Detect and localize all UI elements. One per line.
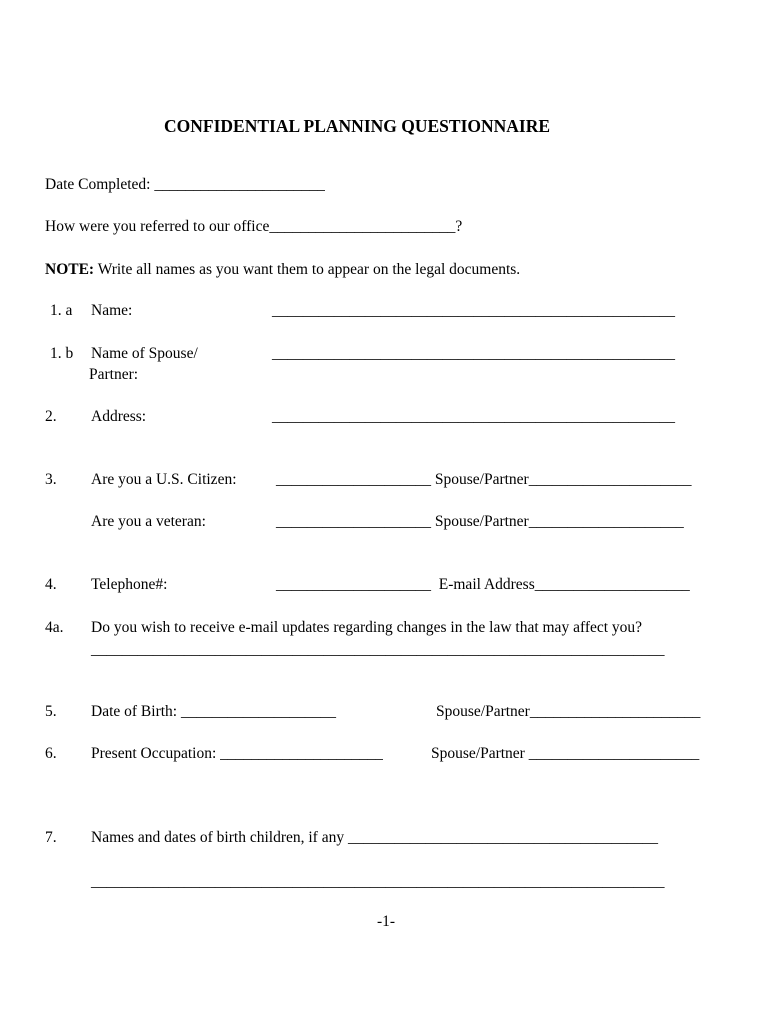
- citizen-label: Are you a U.S. Citizen:: [91, 471, 237, 488]
- page-title: CONFIDENTIAL PLANNING QUESTIONNAIRE: [164, 116, 551, 136]
- spouse-dob-field[interactable]: Spouse/Partner______________________: [436, 703, 701, 720]
- item-5-number: 5.: [45, 703, 57, 720]
- spouse-name-label: Name of Spouse/: [91, 345, 198, 362]
- referral-field[interactable]: How were you referred to our office________________________?: [45, 218, 463, 235]
- telephone-email-field[interactable]: ____________________ E-mail Address____________________: [276, 576, 690, 593]
- date-completed-field[interactable]: Date Completed: ______________________: [45, 176, 325, 193]
- children-field-cont[interactable]: __________________________________________________________________________: [91, 873, 665, 890]
- item-4a-number: 4a.: [45, 619, 64, 636]
- address-label: Address:: [91, 408, 147, 425]
- occupation-field[interactable]: Present Occupation: _____________________: [91, 745, 383, 762]
- item-1a-number: 1. a: [50, 302, 73, 319]
- item-2-number: 2.: [45, 408, 57, 425]
- address-field[interactable]: ____________________________________________________: [272, 408, 675, 425]
- spouse-name-label-cont: Partner:: [89, 366, 139, 383]
- veteran-label: Are you a veteran:: [91, 513, 206, 530]
- note-line: [45, 261, 520, 279]
- citizen-field[interactable]: ____________________ Spouse/Partner_____________________: [276, 471, 692, 488]
- item-4-number: 4.: [45, 576, 57, 593]
- item-7-number: 7.: [45, 829, 57, 846]
- page-number: -1-: [377, 913, 396, 930]
- dob-field[interactable]: Date of Birth: ____________________: [91, 703, 336, 720]
- item-3-number: 3.: [45, 471, 57, 488]
- veteran-field[interactable]: ____________________ Spouse/Partner____________________: [276, 513, 684, 530]
- telephone-label: Telephone#:: [91, 576, 168, 593]
- name-field[interactable]: ____________________________________________________: [272, 302, 675, 319]
- note-label: NOTE:: [45, 261, 95, 278]
- children-field[interactable]: Names and dates of birth children, if any ________________________________________: [91, 829, 658, 846]
- spouse-name-field[interactable]: ____________________________________________________: [272, 345, 675, 362]
- note-text: Write all names as you want them to appear on the legal documents.: [94, 261, 521, 278]
- spouse-occupation-field[interactable]: Spouse/Partner ______________________: [431, 745, 700, 762]
- email-updates-field[interactable]: __________________________________________________________________________: [91, 641, 665, 658]
- name-label: Name:: [91, 302, 133, 319]
- email-updates-label: Do you wish to receive e-mail updates regarding changes in the law that may affect you?: [91, 619, 643, 636]
- item-6-number: 6.: [45, 745, 57, 762]
- item-1b-number: 1. b: [50, 345, 74, 362]
